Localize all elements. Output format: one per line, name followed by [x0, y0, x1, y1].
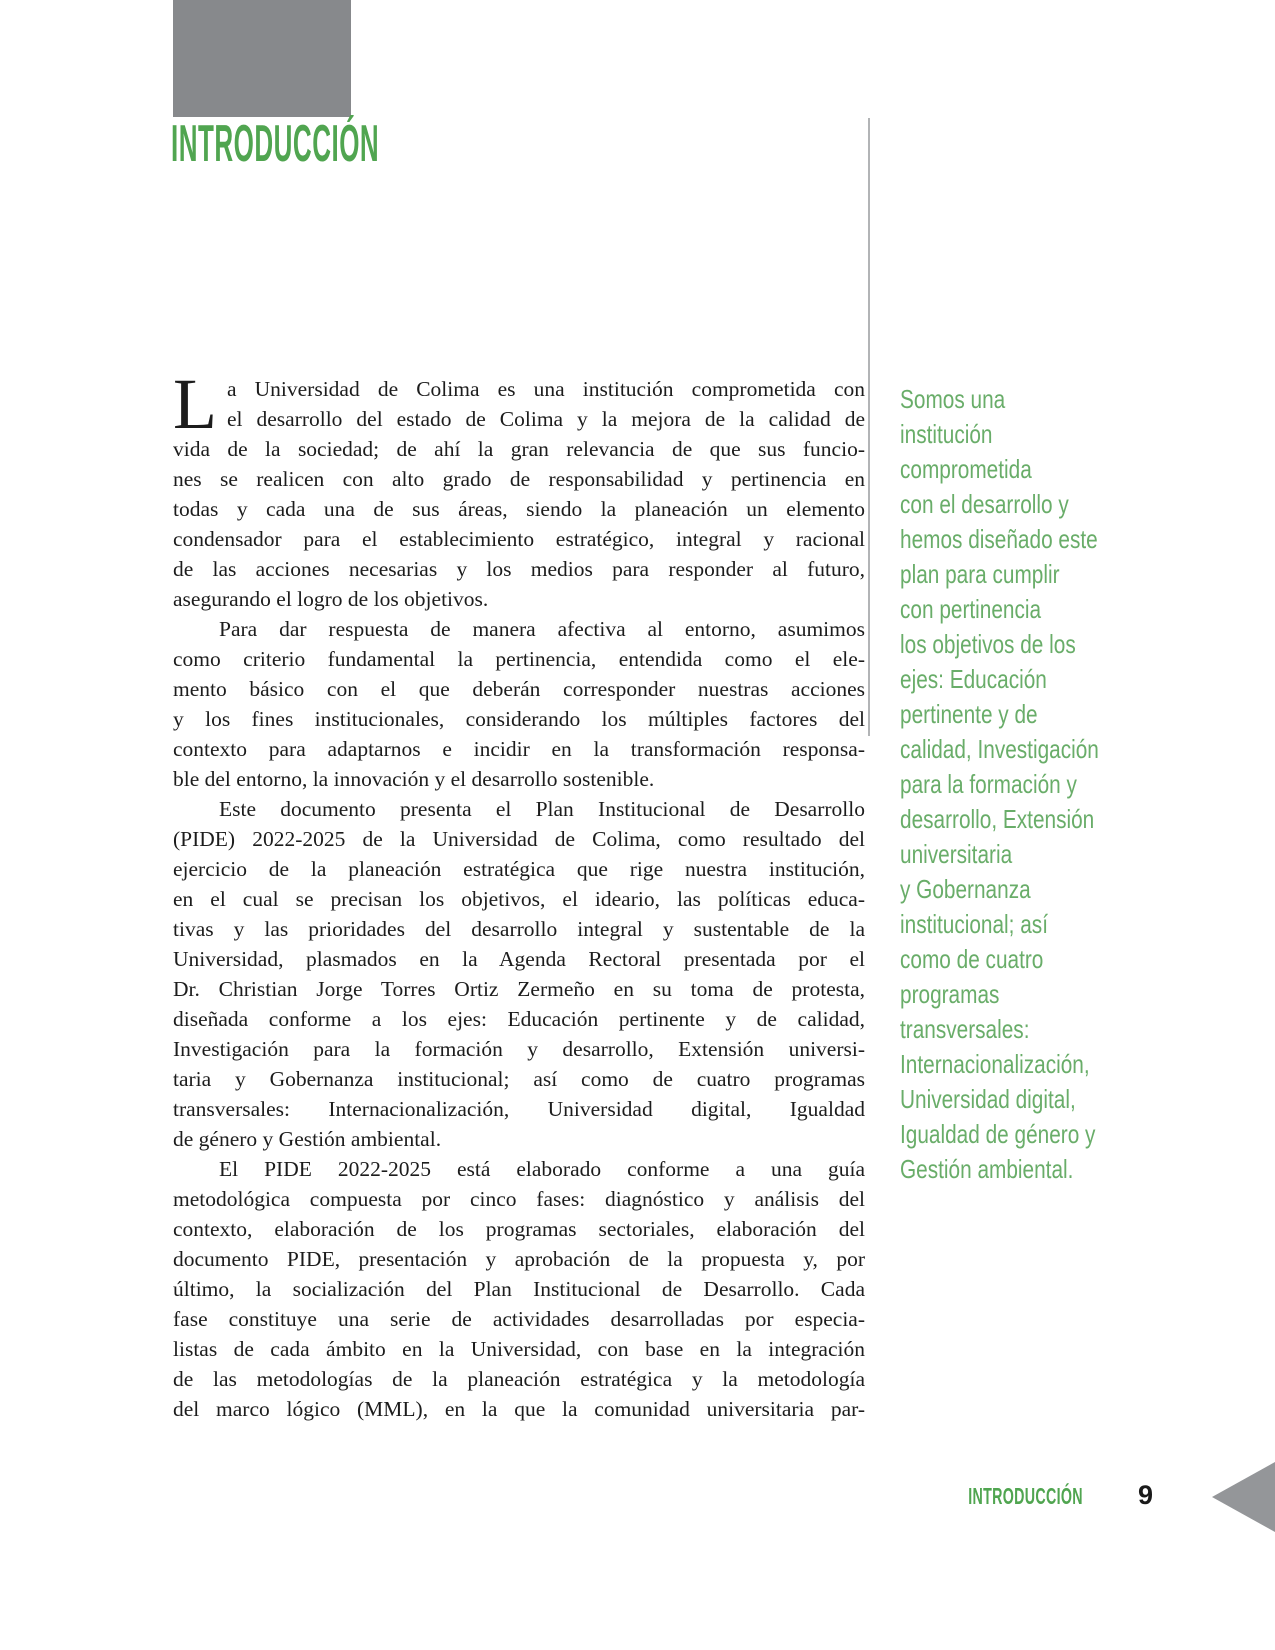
pull-quote-line: ejes: Educación [900, 664, 1047, 694]
pull-quote-line: institucional; así [900, 909, 1048, 939]
text-line: Dr. Christian Jorge Torres Ortiz Zermeño en su toma de protesta, [173, 977, 865, 1001]
body-text [173, 364, 865, 1424]
pull-quote-line: y Gobernanza [900, 874, 1031, 904]
pull-quote [900, 382, 1200, 1187]
text-line: de las metodologías de la planeación estratégica y la metodología [173, 1367, 865, 1391]
text-line: asegurando el logro de los objetivos. [173, 587, 489, 611]
text-line: del marco lógico (MML), en la que la comunidad universitaria par- [173, 1397, 865, 1421]
pull-quote-line: Igualdad de género y [900, 1119, 1096, 1149]
pull-quote-line: transversales: [900, 1014, 1030, 1044]
text-line: el desarrollo del estado de Colima y la mejora de la calidad de [226, 407, 865, 431]
pull-quote-line: Somos una [900, 384, 1006, 414]
text-line: de género y Gestión ambiental. [173, 1127, 442, 1151]
pull-quote-line: calidad, Investigación [900, 734, 1099, 764]
pull-quote-line: institución [900, 419, 993, 449]
pull-quote-line: los objetivos de los [900, 629, 1076, 659]
pull-quote-line: hemos diseñado este [900, 524, 1098, 554]
pull-quote-line: pertinente y de [900, 699, 1038, 729]
page-title: INTRODUCCIÓN [171, 115, 380, 173]
text-line: contexto, elaboración de los programas sectoriales, elaboración del [173, 1217, 865, 1241]
text-line: listas de cada ámbito en la Universidad, con base en la integración [173, 1337, 865, 1361]
pull-quote-line: Universidad digital, [900, 1084, 1076, 1114]
text-line: a Universidad de Colima es una institución comprometida con [226, 377, 865, 401]
text-line: (PIDE) 2022-2025 de la Universidad de Colima, como resultado del [173, 827, 865, 851]
text-line: último, la socialización del Plan Institucional de Desarrollo. Cada [173, 1277, 865, 1301]
text-line: Este documento presenta el Plan Institucional de Desarrollo [219, 797, 865, 821]
text-line: El PIDE 2022-2025 está elaborado conforme a una guía [219, 1157, 865, 1181]
text-line: nes se realicen con alto grado de responsabilidad y pertinencia en [173, 467, 865, 491]
pull-quote-line: para la formación y [900, 769, 1077, 799]
text-line: fase constituye una serie de actividades desarrolladas por especia- [173, 1307, 865, 1331]
drop-cap: L [173, 364, 217, 444]
text-line: de las acciones necesarias y los medios para responder al futuro, [173, 557, 865, 581]
text-line: metodológica compuesta por cinco fases: diagnóstico y análisis del [173, 1187, 865, 1211]
text-line: transversales: Internacionalización, Universidad digital, Igualdad [173, 1097, 865, 1121]
pull-quote-line: con pertinencia [900, 594, 1042, 624]
paragraph [173, 614, 865, 794]
pull-quote-line: como de cuatro [900, 944, 1044, 974]
text-line: y los fines institucionales, considerando los múltiples factores del [173, 707, 865, 731]
text-line: documento PIDE, presentación y aprobación de la propuesta y, por [173, 1247, 865, 1271]
paragraph [173, 1154, 865, 1424]
text-line: vida de la sociedad; de ahí la gran relevancia de que sus funcio- [173, 437, 865, 461]
text-line: taria y Gobernanza institucional; así como de cuatro programas [173, 1067, 865, 1091]
text-line: Universidad, plasmados en la Agenda Rectoral presentada por el [173, 947, 865, 971]
text-line: Investigación para la formación y desarrollo, Extensión universi- [173, 1037, 865, 1061]
pull-quote-line: universitaria [900, 839, 1013, 869]
text-line: contexto para adaptarnos e incidir en la transformación responsa- [173, 737, 865, 761]
text-line: como criterio fundamental la pertinencia, entendida como el ele- [173, 647, 865, 671]
paragraph [173, 364, 865, 614]
text-line: tivas y las prioridades del desarrollo integral y sustentable de la [173, 917, 865, 941]
chapter-color-block [173, 0, 351, 117]
column-divider [868, 118, 870, 736]
pull-quote-line: comprometida [900, 454, 1032, 484]
paragraph [173, 794, 865, 1154]
page-corner-arrow-icon [1212, 1462, 1275, 1532]
pull-quote-line: desarrollo, Extensión [900, 804, 1095, 834]
text-line: ble del entorno, la innovación y el desarrollo sostenible. [173, 767, 655, 791]
text-line: en el cual se precisan los objetivos, el ideario, las políticas educa- [173, 887, 865, 911]
text-line: todas y cada una de sus áreas, siendo la planeación un elemento [173, 497, 865, 521]
text-line: ejercicio de la planeación estratégica que rige nuestra institución, [173, 857, 865, 881]
pull-quote-line: Gestión ambiental. [900, 1154, 1074, 1184]
pull-quote-line: Internacionalización, [900, 1049, 1090, 1079]
page-number: 9 [1138, 1480, 1154, 1510]
text-line: condensador para el establecimiento estratégico, integral y racional [173, 527, 865, 551]
text-line: Para dar respuesta de manera afectiva al entorno, asumimos [219, 617, 865, 641]
pull-quote-line: programas [900, 979, 1000, 1009]
pull-quote-line: con el desarrollo y [900, 489, 1069, 519]
pull-quote-line: plan para cumplir [900, 559, 1060, 589]
text-line: diseñada conforme a los ejes: Educación pertinente y de calidad, [173, 1007, 865, 1031]
footer-section-label: INTRODUCCIÓN [968, 1483, 1083, 1509]
text-line: mento básico con el que deberán corresponder nuestras acciones [173, 677, 865, 701]
